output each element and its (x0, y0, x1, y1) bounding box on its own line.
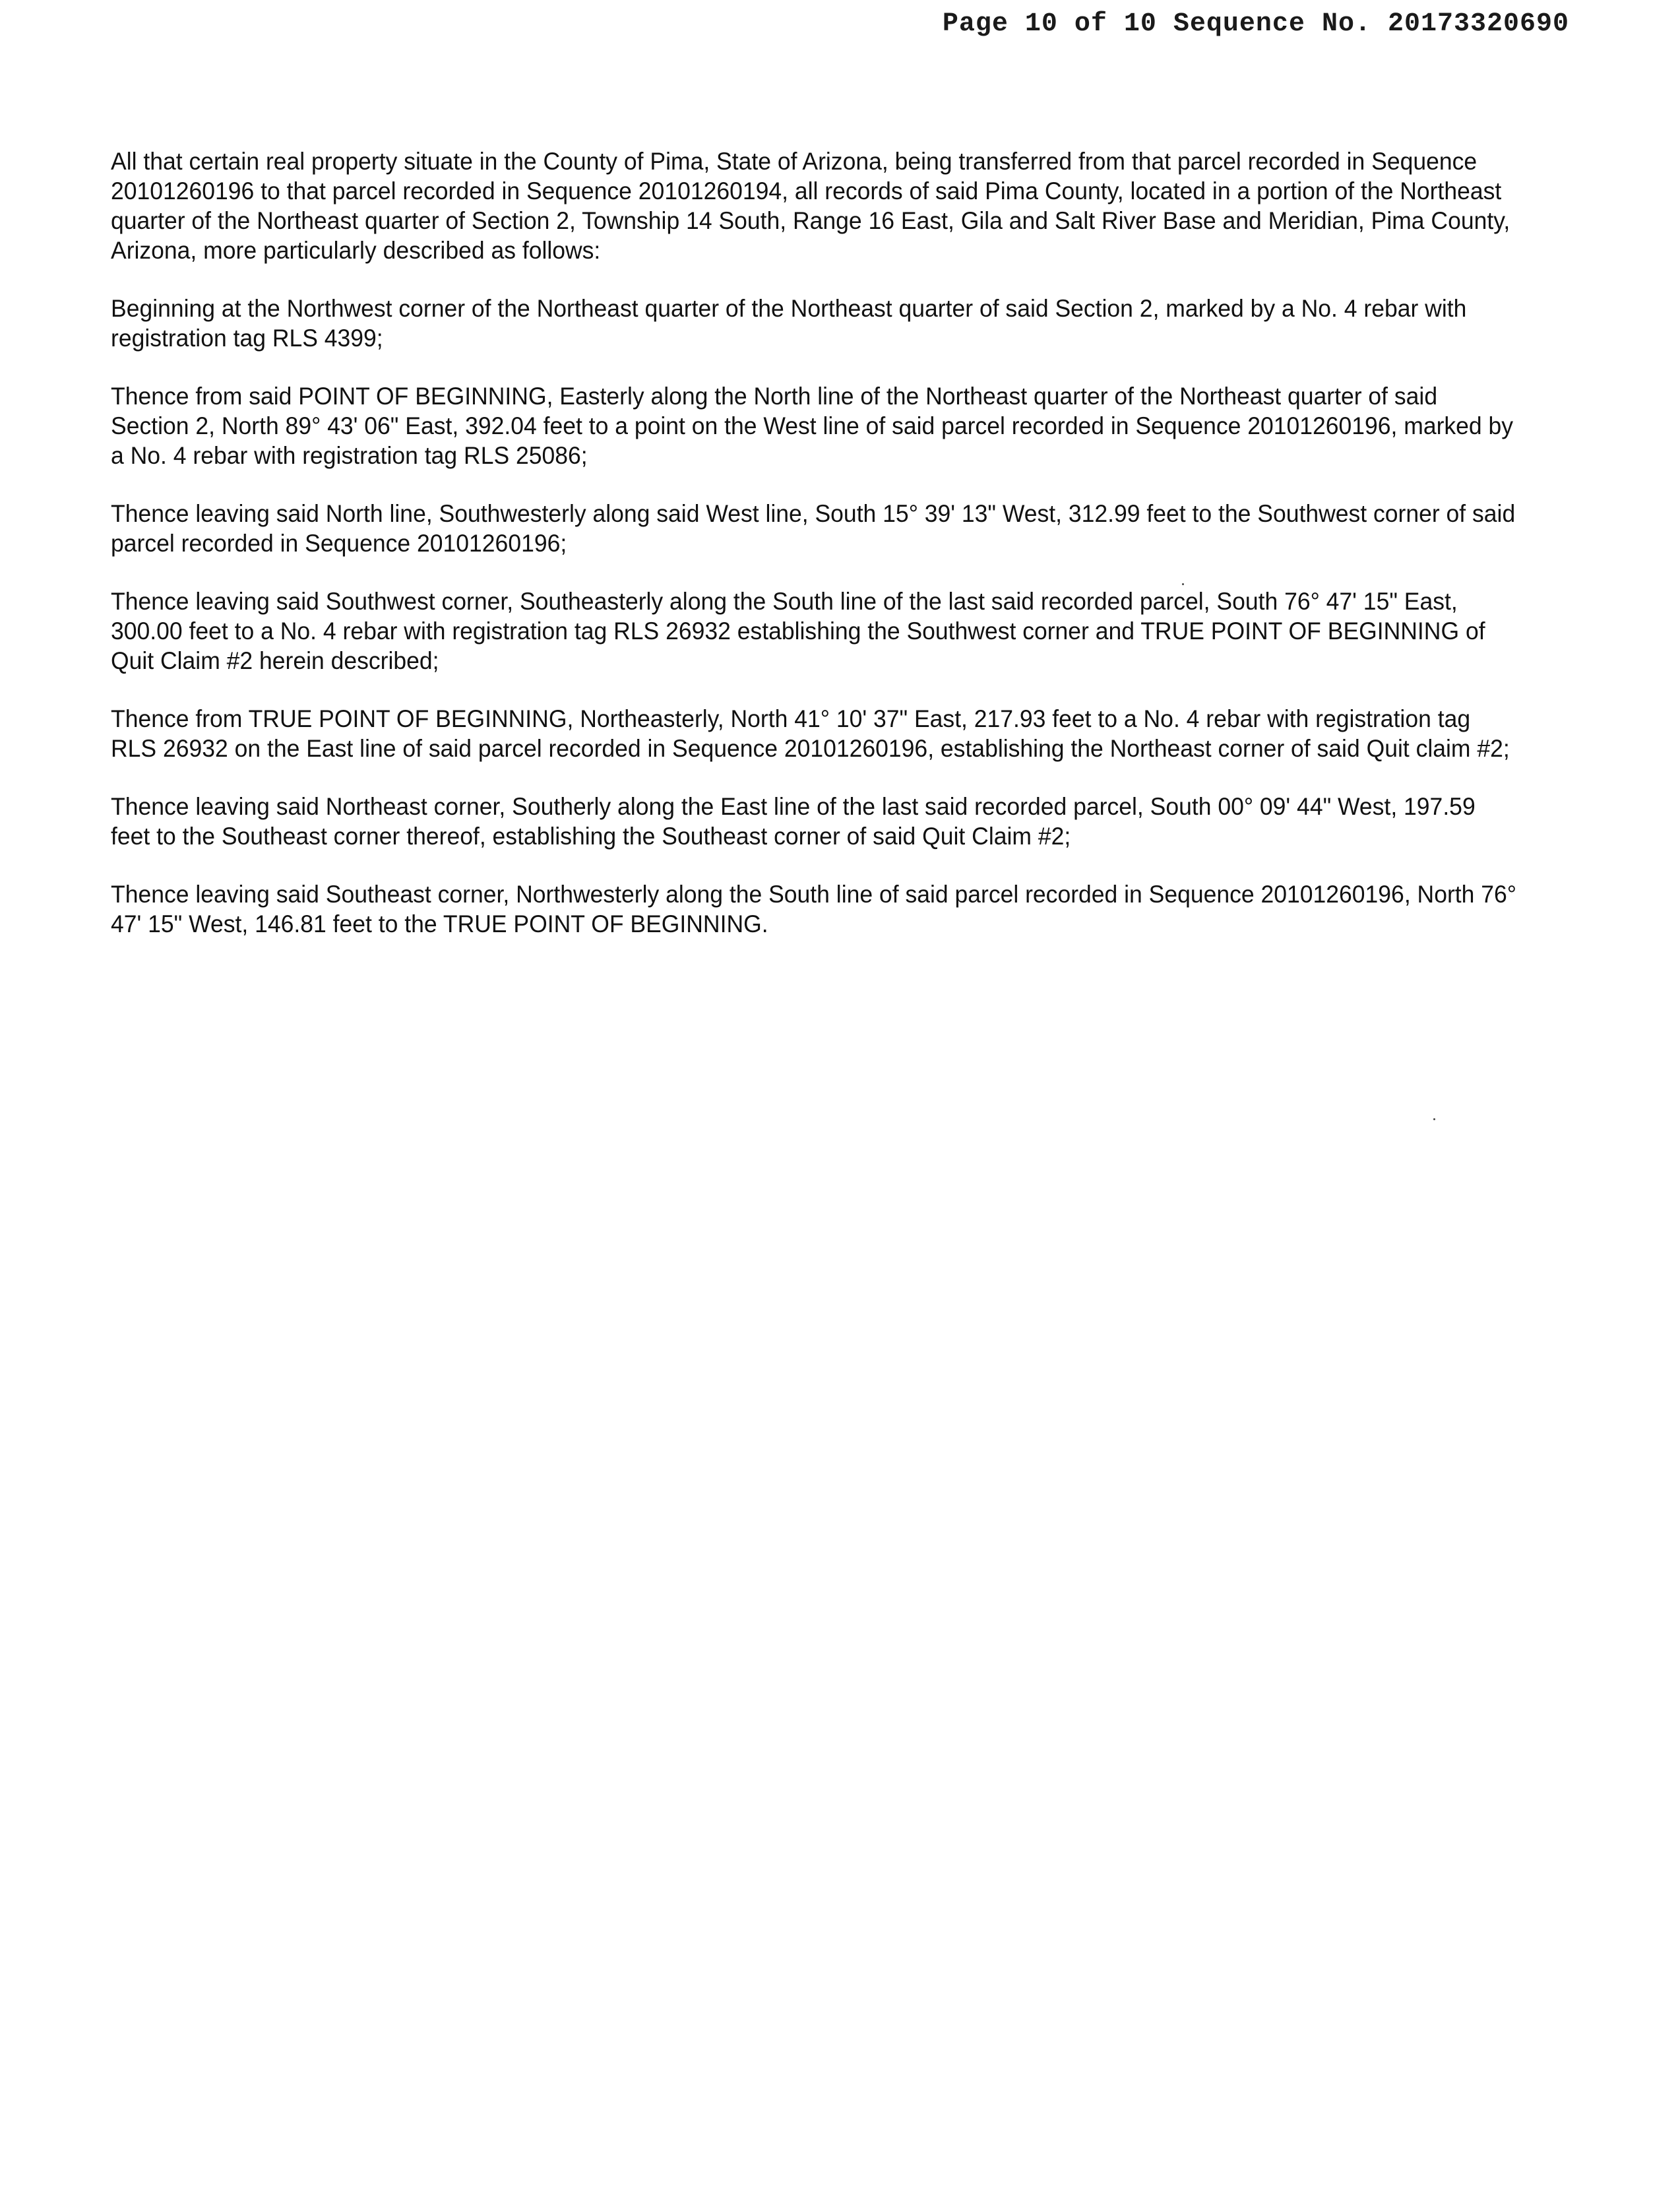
paragraph-intro: All that certain real property situate in the County of Pima, State of Arizona, being transferred from that parcel recorded in Sequence 20101260196 to that parcel recorded in Sequence 20101260194, all records of said Pima County, located in a portion of the Northeast quarter of the Northeast quarter of Section 2, Township 14 South, Range 16 East, Gila and Salt River Base and Meridian, Pima County, Arizona, more particularly described as follows: (111, 148, 1510, 264)
paragraph-course-5: Thence leaving said Northeast corner, Southerly along the East line of the last said recorded parcel, South 00° 09' 44" West, 197.59 feet to the Southeast corner thereof, establishing the Southeast corner of said Quit Claim #2; (111, 793, 1476, 850)
paragraph-beginning: Beginning at the Northwest corner of the Northeast quarter of the Northeast quarter of said Section 2, marked by a No. 4 rebar with registration tag RLS 4399; (111, 295, 1467, 352)
paragraph-course-1: Thence from said POINT OF BEGINNING, Easterly along the North line of the Northeast quarter of the Northeast quarter of said Section 2, North 89° 43' 06" East, 392.04 feet to a point on the West line of said parcel recorded in Sequence 20101260196, marked by a No. 4 rebar with registration tag RLS 25086; (111, 383, 1514, 469)
sequence-number-label: Sequence No. 20173320690 (1173, 9, 1569, 39)
scan-speck (1433, 1118, 1435, 1120)
paragraph-course-6: Thence leaving said Southeast corner, Northwesterly along the South line of said parcel recorded in Sequence 20101260196, North 76° 47' 15" West, 146.81 feet to the TRUE POINT OF BEGINNING. (111, 881, 1517, 937)
paragraph-course-3: Thence leaving said Southwest corner, Southeasterly along the South line of the last said recorded parcel, South 76° 47' 15" East, 300.00 feet to a No. 4 rebar with registration tag RLS 26932 establishing the Southwest corner and TRUE POINT OF BEGINNING of Quit Claim #2 herein described; (111, 588, 1485, 674)
legal-description (111, 146, 1516, 967)
paragraph-course-2: Thence leaving said North line, Southwesterly along said West line, South 15° 39' 13" West, 312.99 feet to the Southwest corner of said parcel recorded in Sequence 20101260196; (111, 500, 1516, 557)
page-header (943, 9, 1569, 39)
scan-speck (1182, 583, 1184, 585)
paragraph-course-4: Thence from TRUE POINT OF BEGINNING, Northeasterly, North 41° 10' 37" East, 217.93 feet to a No. 4 rebar with registration tag RLS 26932 on the East line of said parcel recorded in Sequence 20101260196, establishing the Northeast corner of said Quit claim #2; (111, 705, 1510, 762)
page-number-label: Page 10 of 10 (942, 9, 1157, 39)
